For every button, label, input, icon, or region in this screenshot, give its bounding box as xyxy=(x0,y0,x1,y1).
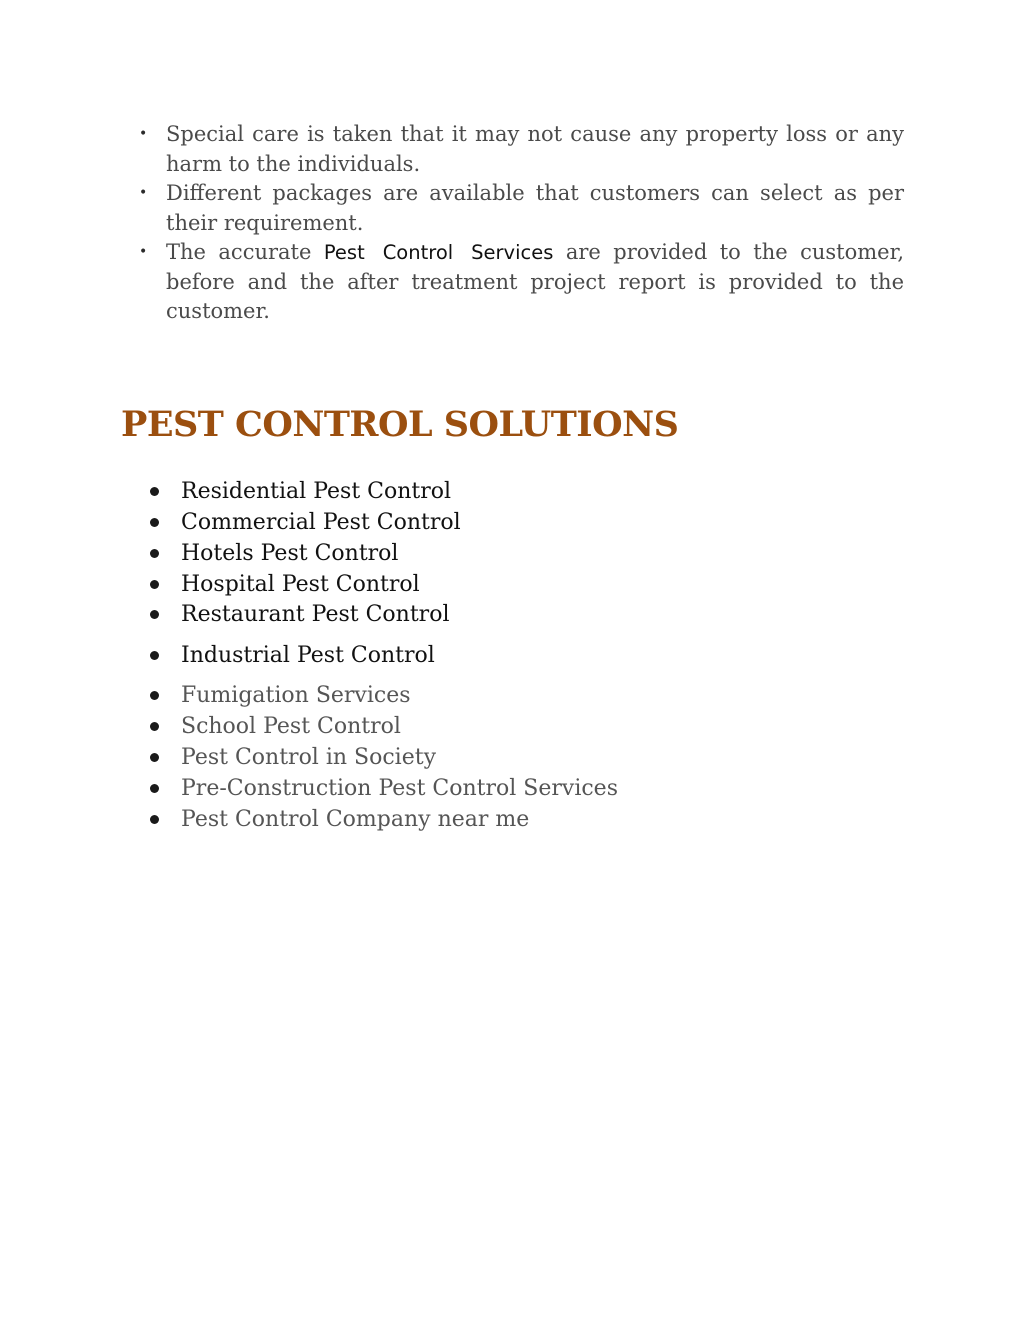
solution-item-text: Pest Control in Society xyxy=(181,745,436,770)
solution-item-text: Fumigation Services xyxy=(181,683,411,708)
intro-list-item xyxy=(124,238,904,327)
intro-item-text-after: are provided to the customer, before and the after treatment project report is provided to the customer. xyxy=(166,240,905,323)
intro-item-text: Special care is taken that it may not cause any property loss or any harm to the individuals. xyxy=(166,122,904,176)
solution-item-text: Residential Pest Control xyxy=(181,479,452,504)
bullet-icon xyxy=(150,487,159,496)
solution-item-text: Commercial Pest Control xyxy=(181,510,461,535)
bullet-icon xyxy=(150,815,159,824)
intro-list-item xyxy=(124,179,904,238)
bullet-icon: • xyxy=(139,185,148,201)
bullet-icon xyxy=(150,549,159,558)
bullet-icon: • xyxy=(139,244,148,260)
intro-list-item xyxy=(124,120,904,179)
solution-item-text: Hotels Pest Control xyxy=(181,541,399,566)
pest-control-services-link[interactable]: Pest Control Services xyxy=(323,241,554,264)
intro-bullet-list xyxy=(124,120,904,327)
solution-item-text: School Pest Control xyxy=(181,714,401,739)
solution-item-text: Pre-Construction Pest Control Services xyxy=(181,776,618,801)
solution-item-text: Hospital Pest Control xyxy=(181,572,420,597)
bullet-icon: • xyxy=(139,126,148,142)
section-heading: PEST CONTROL SOLUTIONS xyxy=(121,404,679,445)
bullet-icon xyxy=(150,784,159,793)
intro-item-text-before: The accurate xyxy=(166,240,324,264)
solution-item-text: Pest Control Company near me xyxy=(181,807,530,832)
bullet-icon xyxy=(150,691,159,700)
bullet-icon xyxy=(150,651,159,660)
bullet-icon xyxy=(150,753,159,762)
bullet-icon xyxy=(150,580,159,589)
solution-item-text: Industrial Pest Control xyxy=(181,643,435,668)
bullet-icon xyxy=(150,722,159,731)
bullet-icon xyxy=(150,518,159,527)
solution-item-text: Restaurant Pest Control xyxy=(181,602,450,627)
bullet-icon xyxy=(150,610,159,619)
intro-item-text: Different packages are available that customers can select as per their requirement. xyxy=(166,181,904,235)
